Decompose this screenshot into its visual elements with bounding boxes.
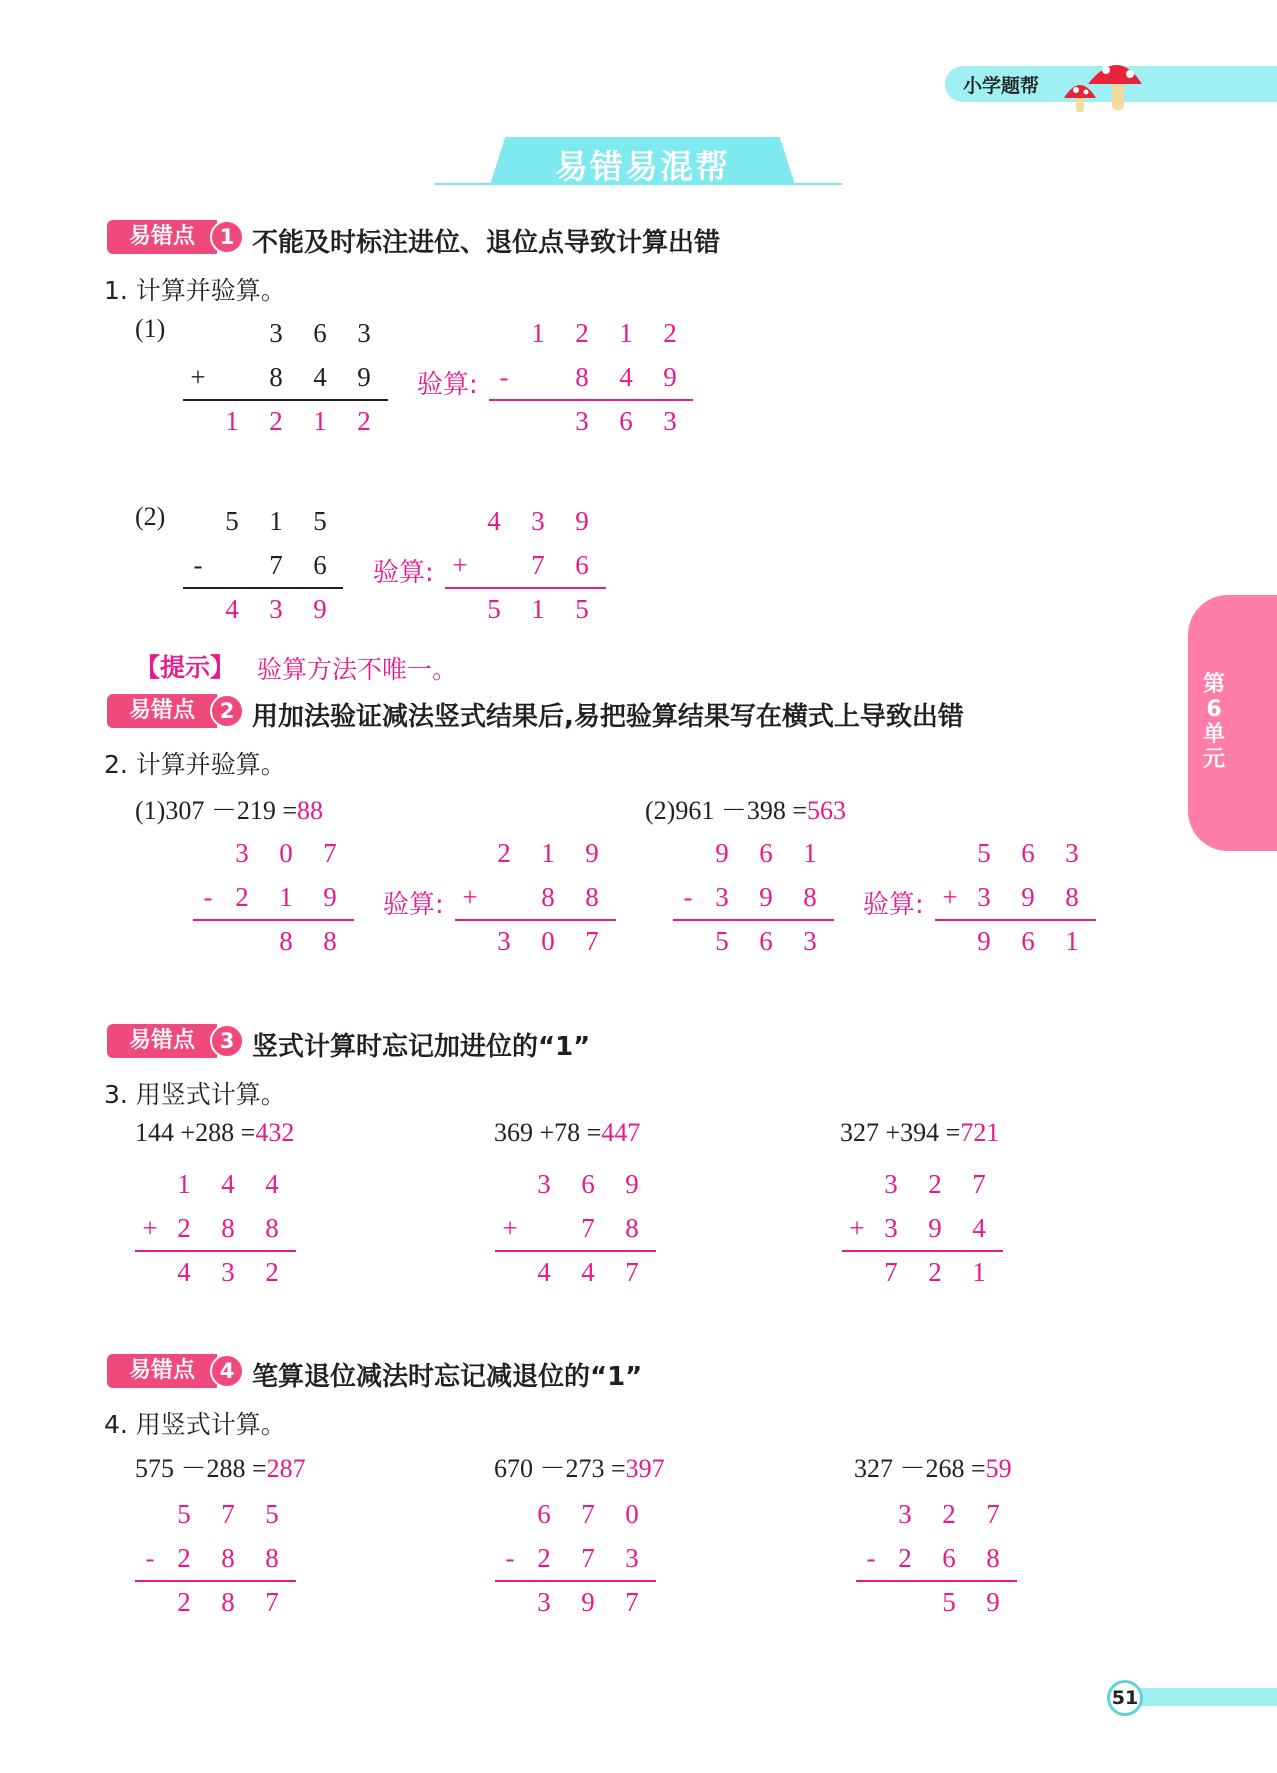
equation-expr: 670 －273 = [494, 1454, 626, 1483]
page-number-bar [1135, 1688, 1277, 1706]
badge-label: 易错点 [107, 220, 217, 254]
equation-answer: 287 [266, 1454, 306, 1483]
equation-answer: 397 [625, 1454, 665, 1483]
equation-answer: 59 [985, 1454, 1012, 1483]
equation [135, 1448, 306, 1485]
brand-text: 小学题帮 [963, 75, 1040, 97]
question-text: 1. 计算并验算。 [104, 276, 286, 305]
check-label: 验算: [373, 558, 434, 588]
equation-answer: 432 [255, 1118, 295, 1147]
badge-number: 1 [210, 220, 244, 254]
equation [645, 790, 846, 827]
section-badge [107, 1024, 247, 1058]
equation [854, 1448, 1012, 1485]
page-title: 易错易混帮 [555, 147, 730, 186]
question-text: 3. 用竖式计算。 [104, 1080, 286, 1109]
mushroom-icon [1062, 46, 1144, 116]
equation-answer: 447 [601, 1118, 641, 1147]
equation-expr: (2)961 －398 = [645, 796, 807, 825]
badge-label: 易错点 [107, 1024, 217, 1058]
equation-expr: 327 －268 = [854, 1454, 986, 1483]
section-title: 不能及时标注进位、退位点导致计算出错 [252, 228, 721, 258]
section-badge [107, 220, 247, 254]
badge-number: 3 [210, 1024, 244, 1058]
section-title: 笔算退位减法时忘记减退位的“1” [252, 1362, 643, 1392]
check-label: 验算: [863, 890, 924, 920]
badge-label: 易错点 [107, 1354, 217, 1388]
hint-text: 验算方法不唯一。 [257, 655, 458, 684]
equation-answer: 88 [296, 796, 323, 825]
equation [135, 790, 323, 827]
check-label: 验算: [417, 370, 478, 400]
badge-label: 易错点 [107, 694, 217, 728]
question-text: 2. 计算并验算。 [104, 750, 286, 779]
hint-label: 【提示】 [135, 653, 236, 682]
section-title: 用加法验证减法竖式结果后,易把验算结果写在横式上导致出错 [252, 702, 964, 732]
equation [494, 1448, 665, 1485]
equation-expr: 144 +288 = [135, 1118, 256, 1147]
question-text: 4. 用竖式计算。 [104, 1410, 286, 1439]
equation-answer: 721 [960, 1118, 1000, 1147]
equation [494, 1118, 640, 1148]
part-label: (1) [135, 314, 166, 343]
check-label: 验算: [383, 890, 444, 920]
badge-number: 4 [210, 1354, 244, 1388]
equation [840, 1118, 999, 1148]
part-label: (2) [135, 502, 166, 531]
equation-expr: (1)307 －219 = [135, 796, 297, 825]
equation [135, 1118, 294, 1148]
page-number: 51 [1107, 1680, 1143, 1716]
section-badge [107, 1354, 247, 1388]
section-title: 竖式计算时忘记加进位的“1” [252, 1032, 591, 1062]
equation-expr: 369 +78 = [494, 1118, 602, 1147]
section-badge [107, 694, 247, 728]
equation-answer: 563 [806, 796, 846, 825]
unit-side-tab-label: 第6单元 [1202, 672, 1225, 772]
equation-expr: 327 +394 = [840, 1118, 961, 1147]
equation-expr: 575 －288 = [135, 1454, 267, 1483]
badge-number: 2 [210, 694, 244, 728]
